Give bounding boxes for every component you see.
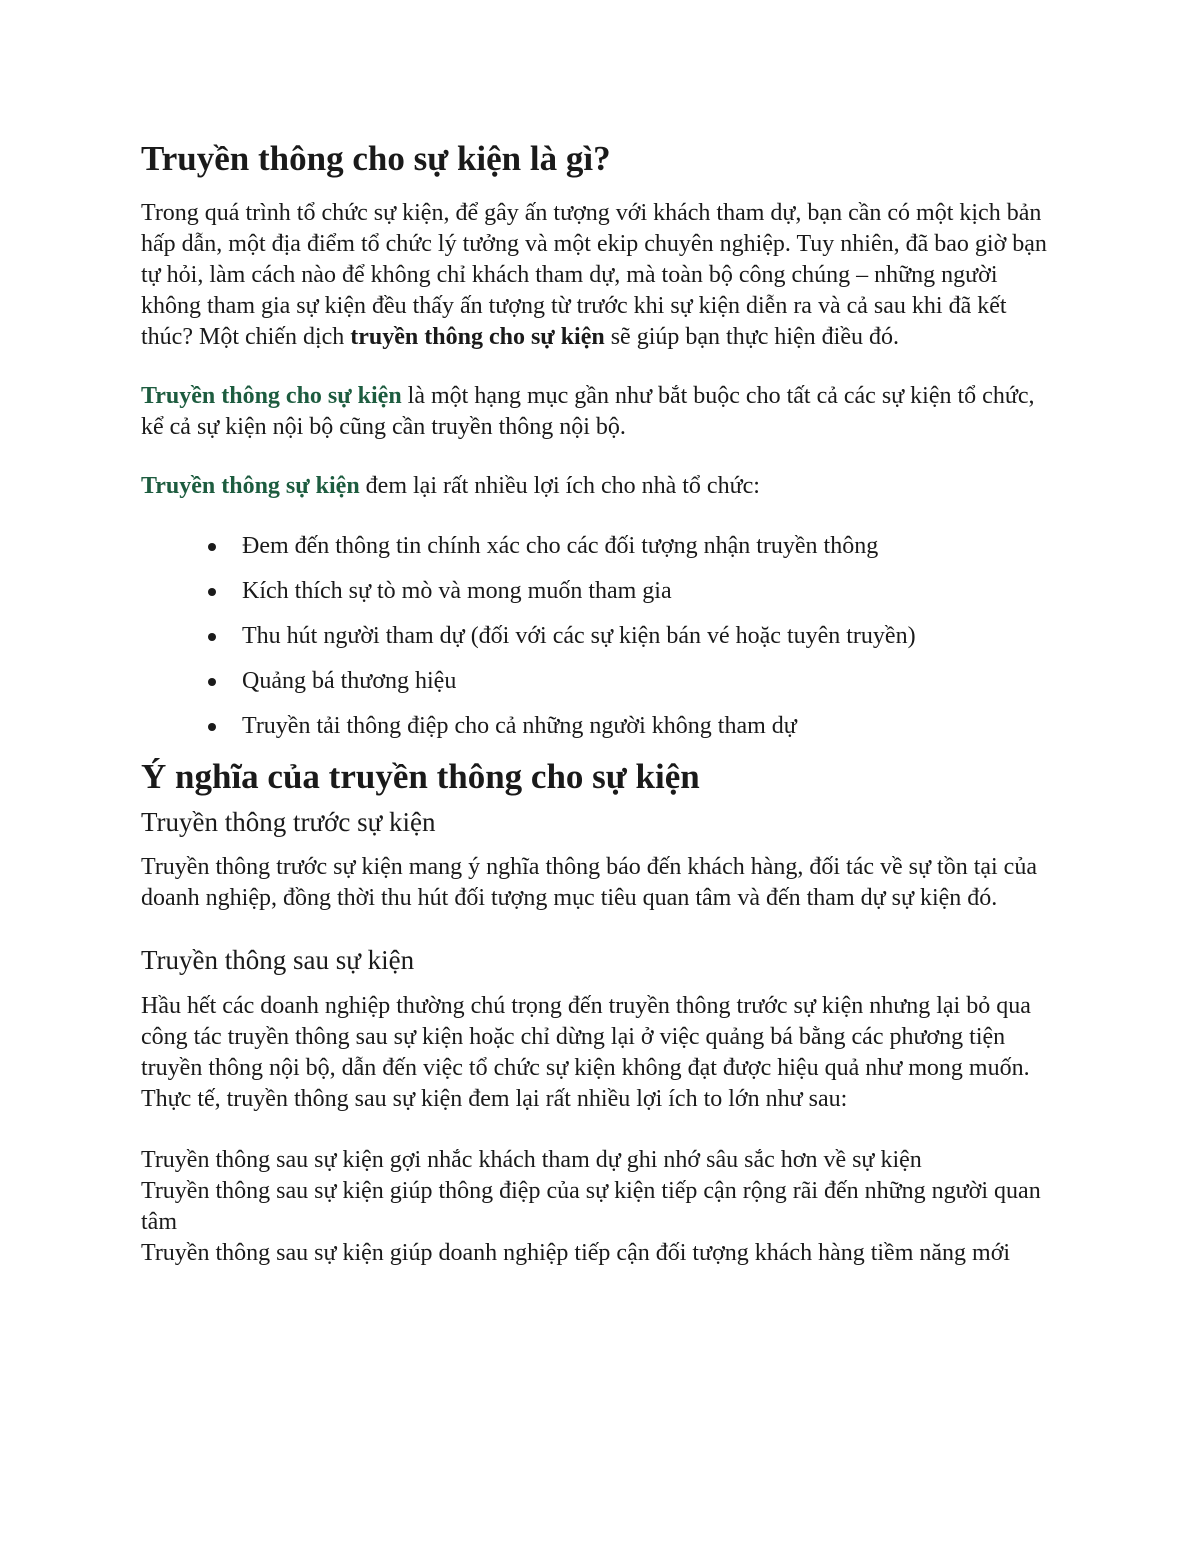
subheading-before-event: Truyền thông trước sự kiện (141, 807, 436, 837)
benefits-intro-paragraph (141, 471, 1061, 502)
event-media-link[interactable]: Truyền thông sự kiện (141, 473, 360, 499)
bullet-icon (208, 588, 216, 596)
section-title-meaning: Ý nghĩa của truyền thông cho sự kiện (141, 757, 700, 796)
section-title-what-is: Truyền thông cho sự kiện là gì? (141, 139, 611, 178)
bullet-icon (208, 543, 216, 551)
intro-bold-term: truyền thông cho sự kiện (350, 324, 605, 350)
benefits-intro-text: đem lại rất nhiều lợi ích cho nhà tổ chức: (359, 473, 760, 499)
intro-paragraph (141, 198, 1061, 353)
after-point: Truyền thông sau sự kiện giúp doanh nghiệp tiếp cận đối tượng khách hàng tiềm năng mới (141, 1239, 1011, 1266)
intro-text: Trong quá trình tổ chức sự kiện, để gây ấn tượng với khách tham dự, bạn cần có một kịch bản hấp dẫn, một địa điểm tổ chức lý tưởng và một ekip chuyên nghiệp. Tuy nhiên, đã bao giờ bạn tự hỏi, làm cách nào để không chỉ khách tham dự, mà toàn bộ công chúng – những người không tham gia sự kiện đều thấy ấn tượng từ trước khi sự kiện diễn ra và cả sau khi đã kết thúc? Một chiến dịch (141, 200, 1047, 350)
subheading-after-event: Truyền thông sau sự kiện (141, 945, 415, 976)
after-event-paragraph: Hầu hết các doanh nghiệp thường chú trọng đến truyền thông trước sự kiện nhưng lại bỏ qua công tác truyền thông sau sự kiện hoặc chỉ dừng lại ở việc quảng bá bằng các phương tiện truyền thông nội bộ, dẫn đến việc tổ chức sự kiện không đạt được hiệu quả như mong muốn. Thực tế, truyền thông sau sự kiện đem lại rất nhiều lợi ích to lớn như sau: (141, 992, 1031, 1112)
list-item: Thu hút người tham dự (đối với các sự kiện bán vé hoặc tuyên truyền) (141, 621, 1061, 652)
list-item: Đem đến thông tin chính xác cho các đối tượng nhận truyền thông (141, 531, 1061, 562)
bullet-icon (208, 678, 216, 686)
bullet-icon (208, 633, 216, 641)
list-item: Kích thích sự tò mò và mong muốn tham gia (141, 576, 1061, 607)
after-point: Truyền thông sau sự kiện giúp thông điệp của sự kiện tiếp cận rộng rãi đến những người quan tâm (141, 1177, 1041, 1235)
document-content (141, 138, 1061, 1269)
after-event-points (141, 1145, 1061, 1269)
intro-text-end: sẽ giúp bạn thực hiện điều đó. (604, 324, 899, 350)
after-point: Truyền thông sau sự kiện gợi nhắc khách tham dự ghi nhớ sâu sắc hơn về sự kiện (141, 1146, 922, 1173)
mandatory-text: là một hạng mục gần như bắt buộc cho tất cả các sự kiện tổ chức, kể cả sự kiện nội bộ cũng cần truyền thông nội bộ. (141, 383, 1035, 440)
mandatory-paragraph (141, 381, 1061, 443)
list-item: Quảng bá thương hiệu (141, 666, 1061, 697)
before-event-paragraph: Truyền thông trước sự kiện mang ý nghĩa thông báo đến khách hàng, đối tác về sự tồn tại của doanh nghiệp, đồng thời thu hút đối tượng mục tiêu quan tâm và đến tham dự sự kiện đó. (141, 854, 1037, 912)
bullet-icon (208, 723, 216, 731)
event-communication-link[interactable]: Truyền thông cho sự kiện (141, 383, 402, 409)
benefits-list (141, 531, 1061, 742)
list-item: Truyền tải thông điệp cho cả những người không tham dự (141, 711, 1061, 742)
